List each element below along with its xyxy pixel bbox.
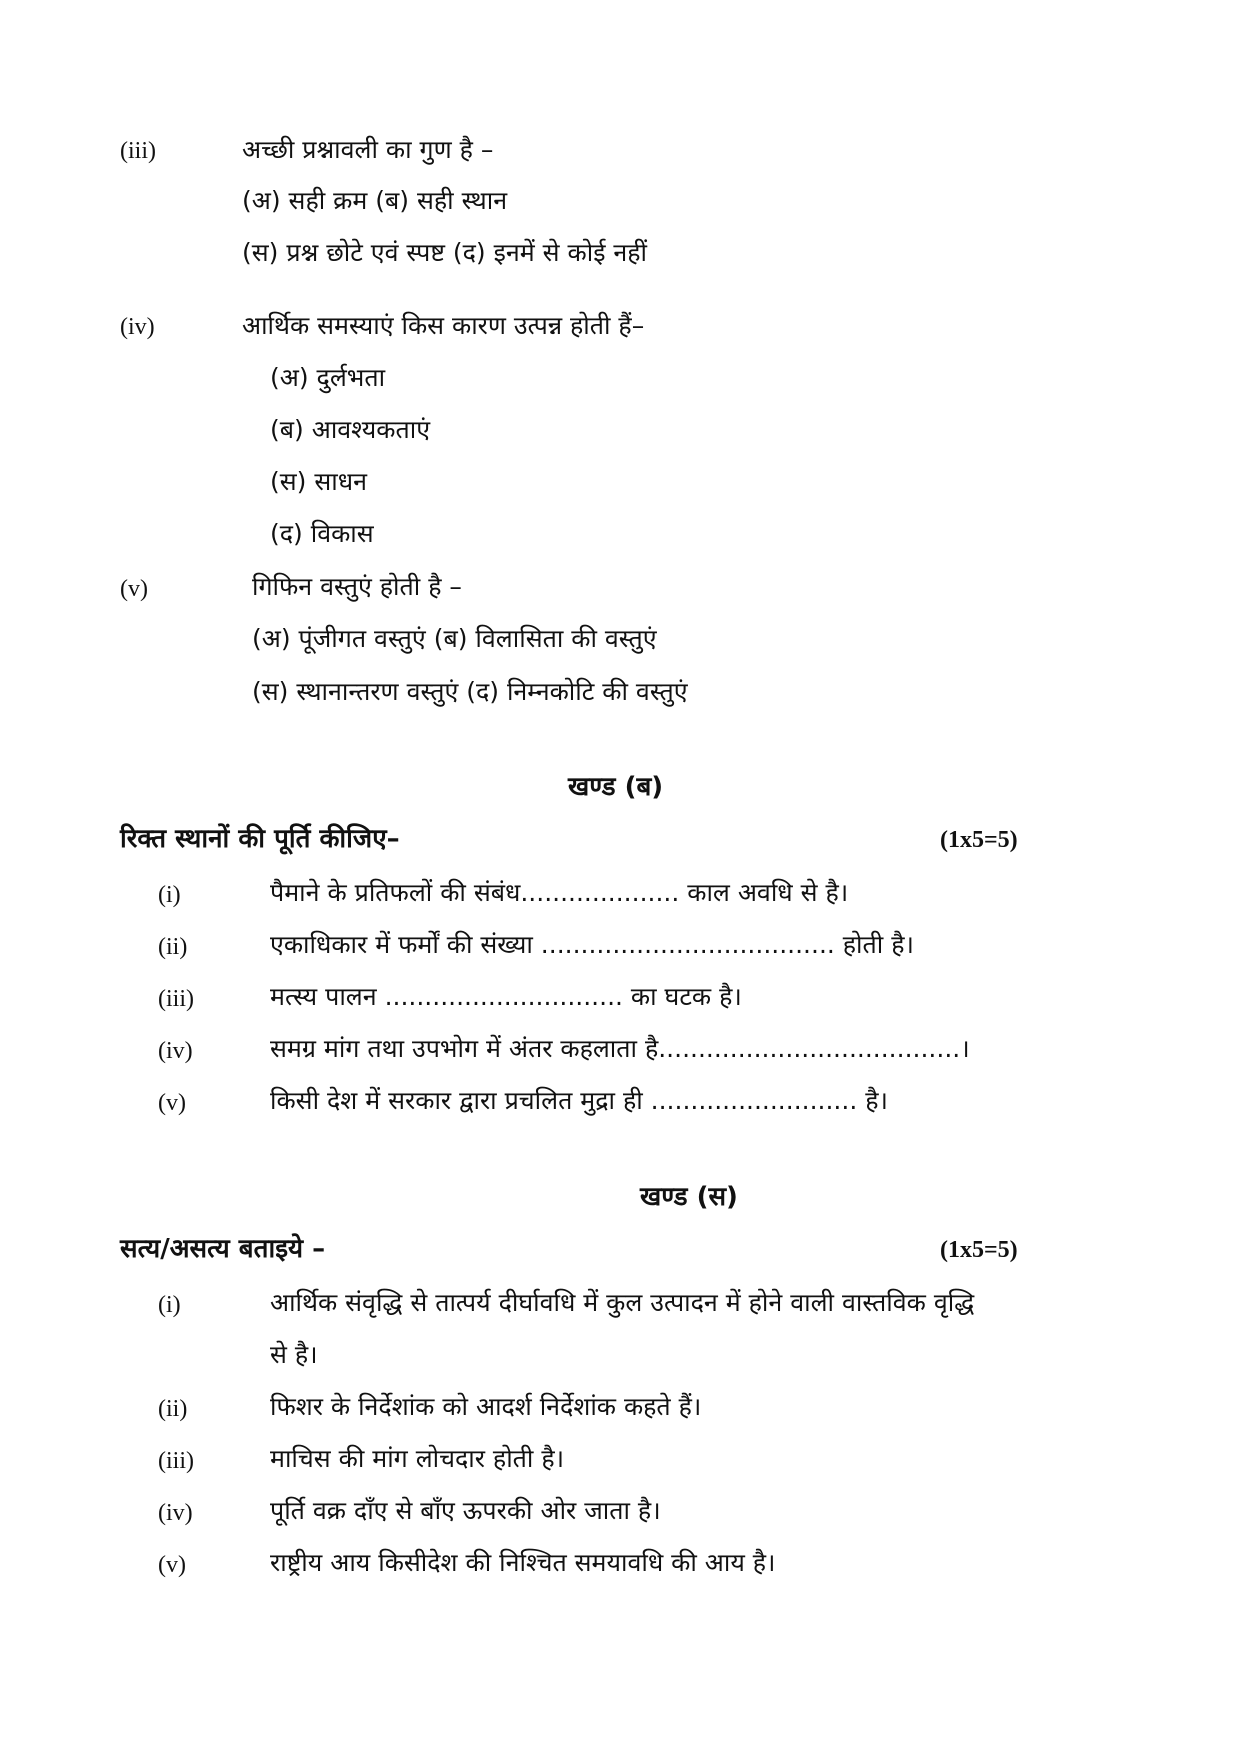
fill-blank-text: मत्स्य पालन .............................. का घटक है। <box>270 982 742 1011</box>
option-line: (द) विकास <box>270 519 374 548</box>
option-line: (स) साधन <box>270 467 367 496</box>
true-false-text: माचिस की मांग लोचदार होती है। <box>270 1444 565 1473</box>
section-title: खण्ड (ब) <box>568 772 664 802</box>
option-line: (स) स्थानान्तरण वस्तुएं (द) निम्नकोटि की वस्तुएं <box>252 677 688 706</box>
item-number: (v) <box>158 1090 186 1116</box>
question-text: गिफिन वस्तुएं होती है – <box>252 572 462 601</box>
fill-blank-text: समग्र मांग तथा उपभोग में अंतर कहलाता है......................................। <box>270 1034 970 1063</box>
fill-blank-text: पैमाने के प्रतिफलों की संबंध.................... काल अवधि से है। <box>270 878 849 907</box>
item-number: (i) <box>158 1292 181 1318</box>
question-number: (v) <box>120 576 148 602</box>
true-false-text-cont: से है। <box>270 1340 318 1369</box>
item-number: (i) <box>158 882 181 908</box>
item-number: (ii) <box>158 1396 188 1422</box>
item-number: (iii) <box>158 986 194 1012</box>
section-marks: (1x5=5) <box>940 1237 1018 1263</box>
question-text: आर्थिक समस्याएं किस कारण उत्पन्न होती हैं– <box>242 311 645 340</box>
option-line: (अ) सही क्रम (ब) सही स्थान <box>242 186 508 215</box>
section-instruction: रिक्त स्थानों की पूर्ति कीजिए– <box>120 824 400 854</box>
option-line: (अ) दुर्लभता <box>270 363 386 392</box>
item-number: (iv) <box>158 1500 193 1526</box>
item-number: (ii) <box>158 934 188 960</box>
true-false-text: राष्ट्रीय आय किसीदेश की निश्चित समयावधि की आय है। <box>270 1548 776 1577</box>
true-false-text: फिशर के निर्देशांक को आदर्श निर्देशांक कहते हैं। <box>270 1392 702 1421</box>
option-line: (स) प्रश्न छोटे एवं स्पष्ट (द) इनमें से कोई नहीं <box>242 238 648 267</box>
question-number: (iv) <box>120 314 155 340</box>
fill-blank-text: एकाधिकार में फर्मों की संख्या ..................................... होती है। <box>270 930 914 959</box>
option-line: (अ) पूंजीगत वस्तुएं (ब) विलासिता की वस्तुएं <box>252 624 657 653</box>
item-number: (v) <box>158 1552 186 1578</box>
question-number: (iii) <box>120 138 156 164</box>
question-text: अच्छी प्रश्नावली का गुण है – <box>242 135 494 164</box>
section-marks: (1x5=5) <box>940 827 1018 853</box>
item-number: (iii) <box>158 1448 194 1474</box>
true-false-text: पूर्ति वक्र दाँए से बाँए ऊपरकी ओर जाता है। <box>270 1496 661 1525</box>
item-number: (iv) <box>158 1038 193 1064</box>
section-instruction: सत्य/असत्य बताइये – <box>120 1234 326 1264</box>
option-line: (ब) आवश्यकताएं <box>270 415 431 444</box>
section-title: खण्ड (स) <box>640 1182 738 1212</box>
fill-blank-text: किसी देश में सरकार द्वारा प्रचलित मुद्रा ही .......................... है। <box>270 1086 888 1115</box>
true-false-text: आर्थिक संवृद्धि से तात्पर्य दीर्घावधि में कुल उत्पादन में होने वाली वास्तविक वृद्धि <box>270 1288 975 1317</box>
